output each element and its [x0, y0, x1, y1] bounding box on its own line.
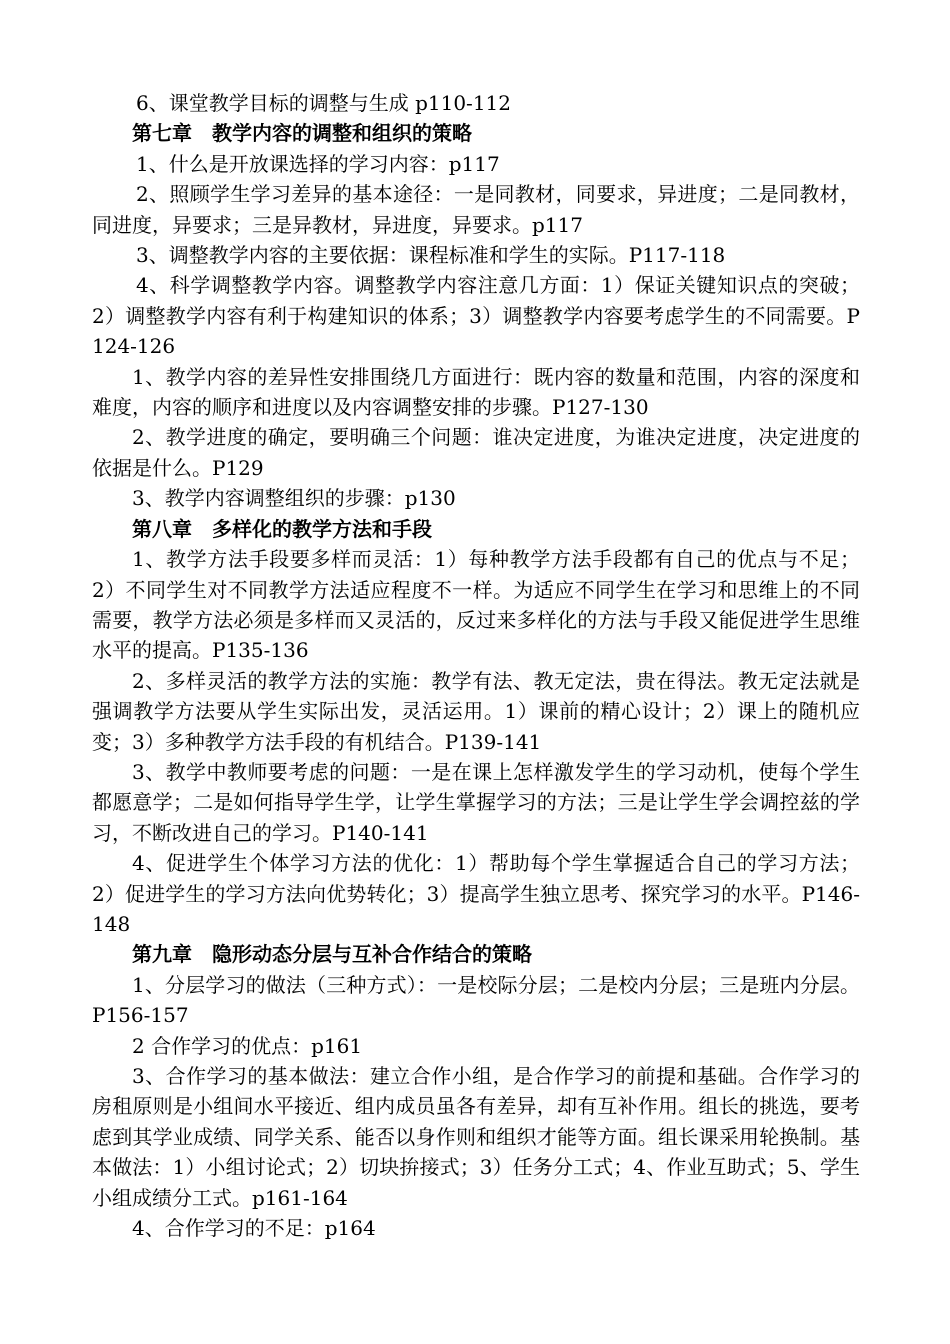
paragraph-item: 2 合作学习的优点：p161: [132, 1033, 363, 1058]
paragraph-item: 4、合作学习的不足：p164: [132, 1216, 376, 1241]
paragraph-item: 1、什么是开放课选择的学习内容：p117: [136, 151, 500, 176]
paragraph-item: 6、课堂教学目标的调整与生成 p110-112: [136, 91, 511, 115]
chapter-heading: 第九章 隐形动态分层与互补合作结合的策略: [132, 942, 532, 967]
paragraph-item: 3、教学内容调整组织的步骤：p130: [132, 486, 456, 511]
chapter-heading: 第七章 教学内容的调整和组织的策略: [132, 121, 472, 146]
paragraph-item: 2、教学进度的确定，要明确三个问题：谁决定进度，为谁决定进度，决定进度的依据是什么。P129: [92, 425, 860, 480]
paragraph-item: 1、分层学习的做法（三种方式）：一是校际分层；二是校内分层；三是班内分层。P156-157: [92, 972, 860, 1028]
paragraph-item: 2、照顾学生学习差异的基本途径：一是同教材，同要求，异进度；二是同教材，同进度，异要求；三是异教材，异进度，异要求。p117: [92, 182, 860, 237]
chapter-heading: 第八章 多样化的教学方法和手段: [132, 516, 432, 541]
paragraph-item: 3、合作学习的基本做法：建立合作小组，是合作学习的前提和基础。合作学习的房租原则是小组间水平接近、组内成员虽各有差异，却有互补作用。组长的挑选，要考虑到其学业成绩、同学关系、能否以身作则和组织才能等方面。组长课采用轮换制。基本做法：1）小组讨论式；2）切块拚接式；3）任务分工式；4、作业互助式；5、学生小组成绩分工式。p161-164: [92, 1064, 860, 1210]
paragraph-item: 1、教学方法手段要多样而灵活：1）每种教学方法手段都有自己的优点与不足；2）不同学生对不同教学方法适应程度不一样。为适应不同学生在学习和思维上的不同需要，教学方法必须是多样而又灵活的，反过来多样化的方法与手段又能促进学生思维水平的提高。P135-136: [92, 547, 860, 663]
paragraph-item: 4、促进学生个体学习方法的优化：1）帮助每个学生掌握适合自己的学习方法；2）促进学生的学习方法向优势转化；3）提高学生独立思考、探究学习的水平。P146-148: [92, 851, 860, 936]
paragraph-item: 4、科学调整教学内容。调整教学内容注意几方面：1）保证关键知识点的突破；2）调整教学内容有利于构建知识的体系；3）调整教学内容要考虑学生的不同需要。P124-126: [92, 273, 860, 359]
paragraph-item: 3、调整教学内容的主要依据：课程标准和学生的实际。P117-118: [136, 243, 726, 268]
document-page: [92, 88, 860, 1243]
paragraph-item: 1、教学内容的差异性安排围绕几方面进行：既内容的数量和范围，内容的深度和难度，内容的顺序和进度以及内容调整安排的步骤。P127-130: [92, 364, 860, 420]
paragraph-item: 2、多样灵活的教学方法的实施：教学有法、教无定法，贵在得法。教无定法就是强调教学方法要从学生实际出发，灵活运用。1）课前的精心设计；2）课上的随机应变；3）多种教学方法手段的有机结合。P139-141: [92, 668, 860, 754]
paragraph-item: 3、教学中教师要考虑的问题：一是在课上怎样激发学生的学习动机，使每个学生都愿意学；二是如何指导学生学，让学生掌握学习的方法；三是让学生学会调控兹的学习，不断改进自己的学习。P140-141: [92, 759, 860, 845]
